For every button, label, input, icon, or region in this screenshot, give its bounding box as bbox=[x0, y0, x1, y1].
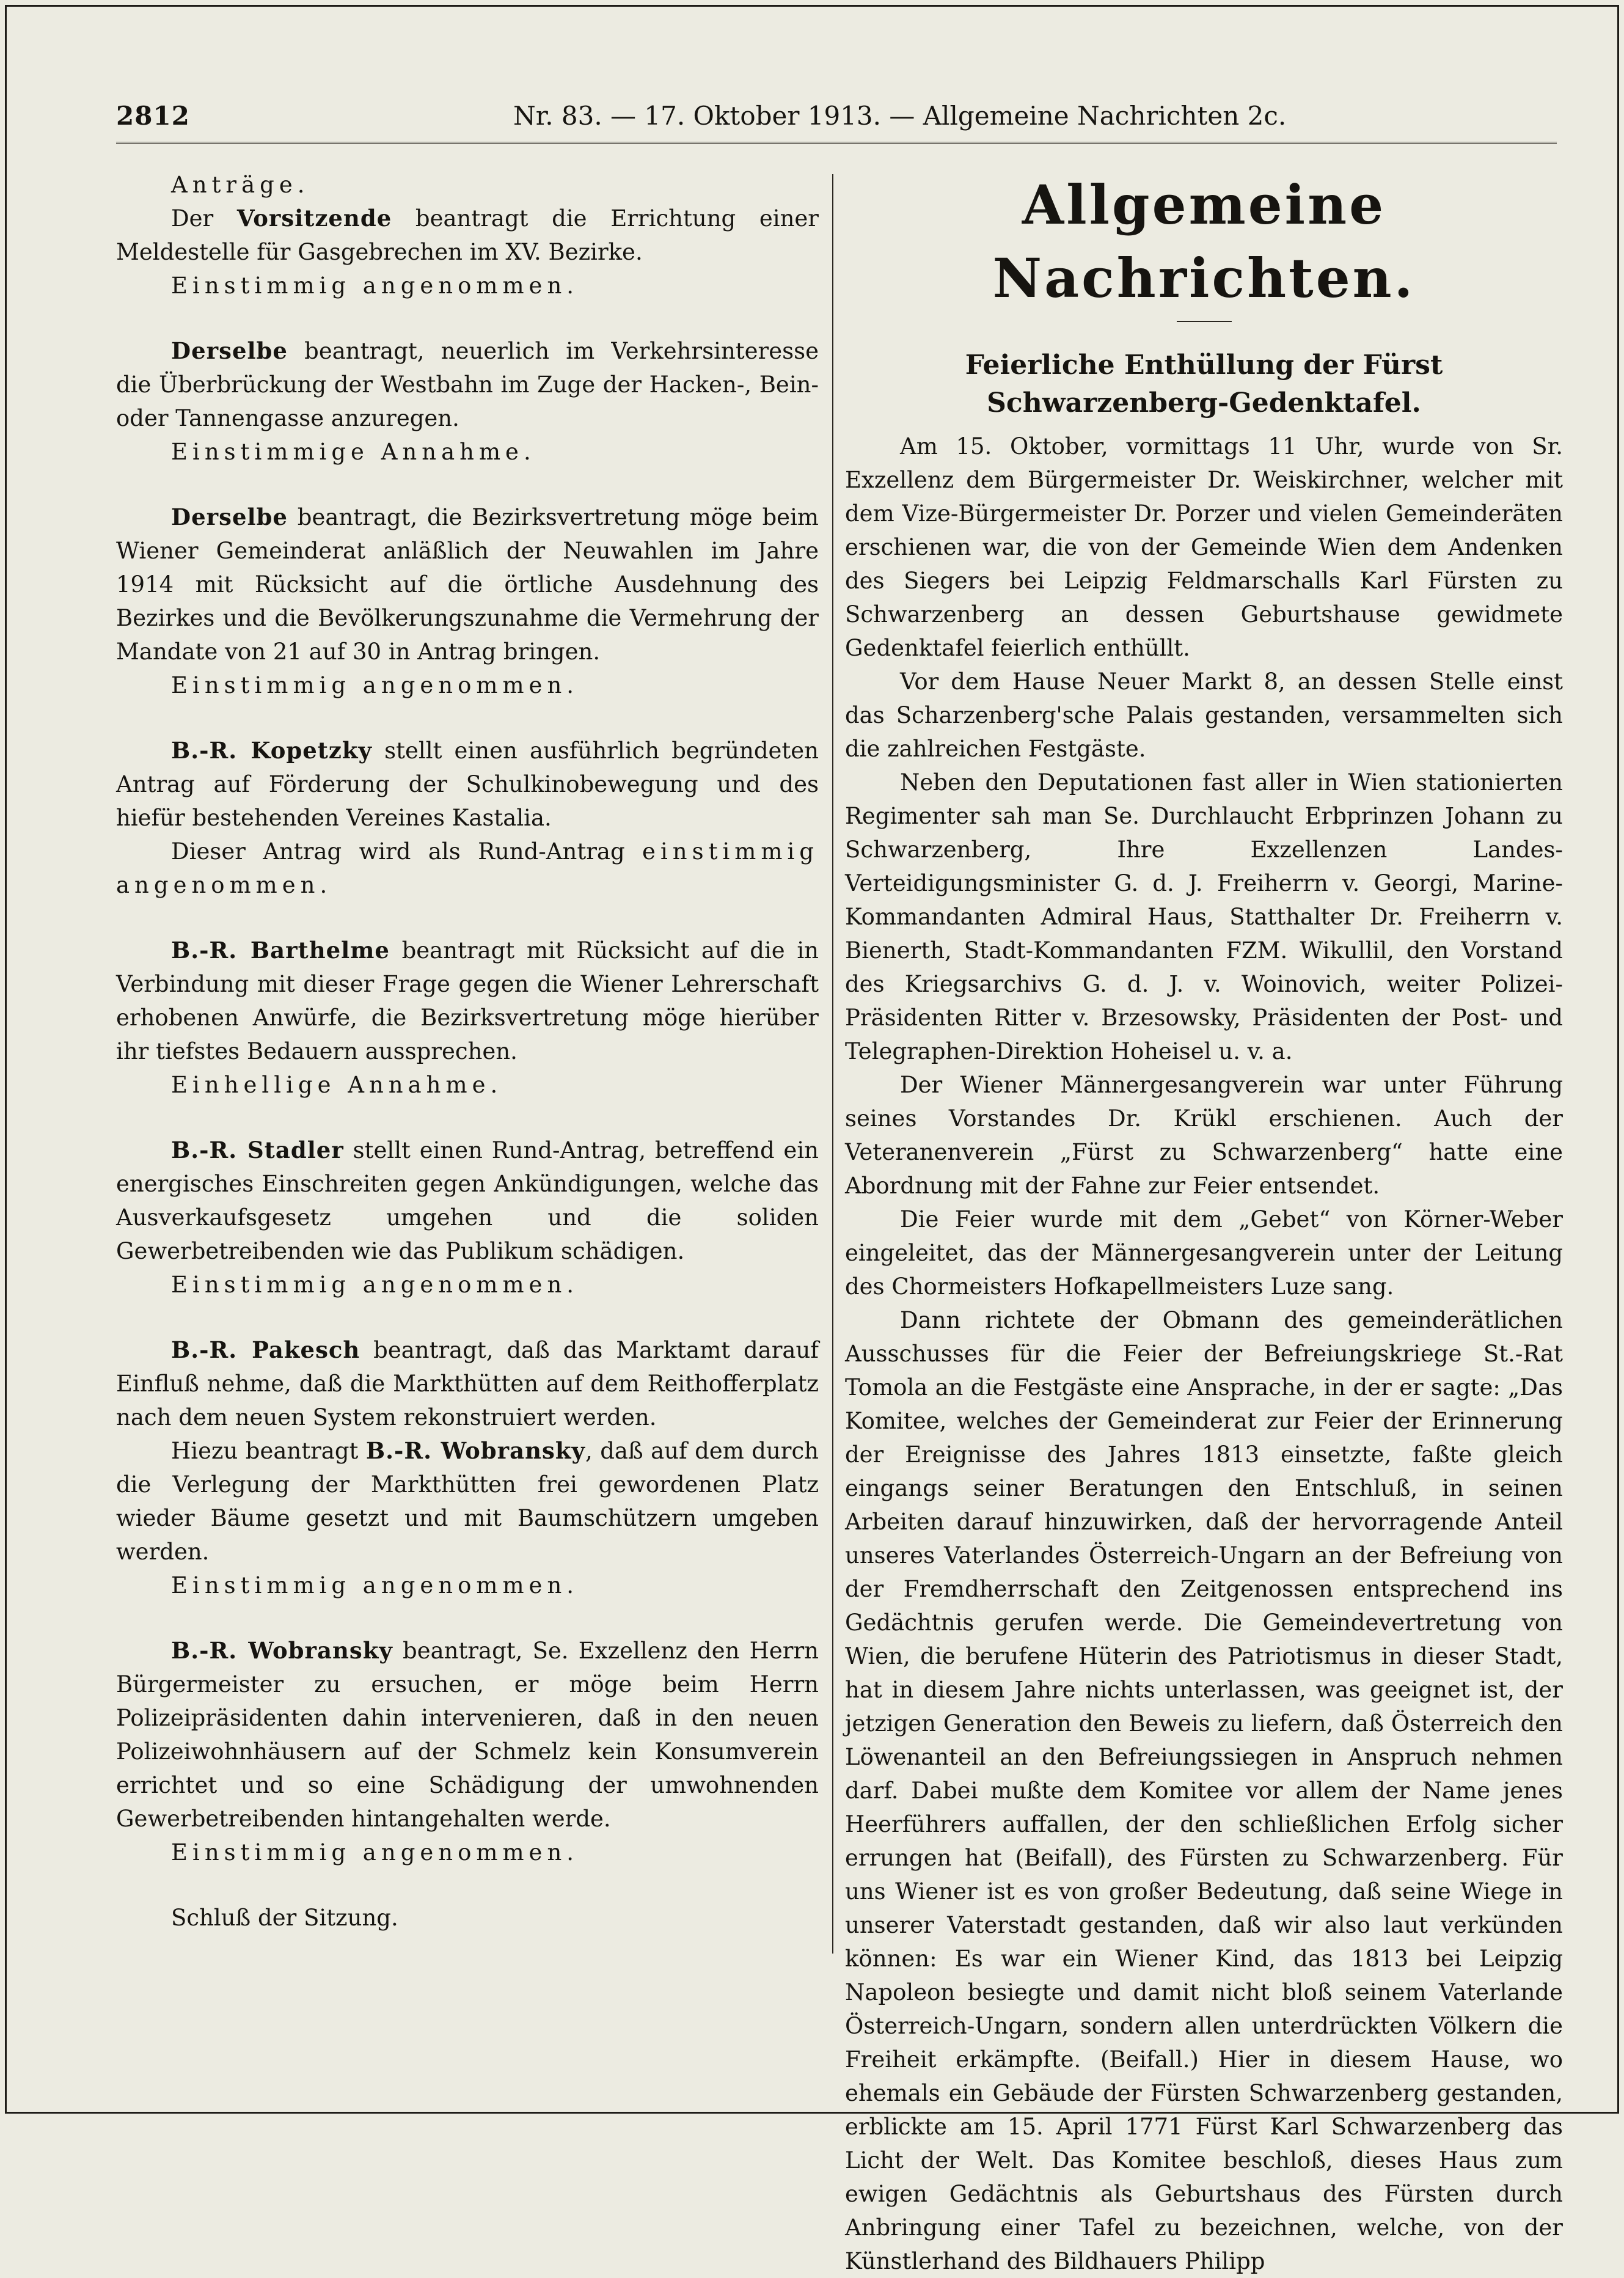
motion-4-decision-text: Dieser Antrag wird als Rund-Antrag bbox=[171, 838, 643, 865]
motion-7-addendum-lead: Hiezu beantragt bbox=[171, 1438, 366, 1464]
motion-6 bbox=[116, 1134, 819, 1268]
header-rule bbox=[116, 142, 1557, 144]
motion-7 bbox=[116, 1333, 819, 1434]
motion-7-result: Einstimmig angenommen. bbox=[171, 1572, 579, 1599]
motion-6-speaker: B.-R. Stadler bbox=[171, 1137, 344, 1163]
motion-2-speaker: Derselbe bbox=[171, 337, 288, 364]
motion-4-decision bbox=[116, 835, 819, 902]
motion-1-result: Einstimmig angenommen. bbox=[171, 273, 579, 299]
section-rule bbox=[1177, 321, 1232, 322]
motion-3 bbox=[116, 500, 819, 668]
motion-8-speaker: B.-R. Wobransky bbox=[171, 1637, 393, 1664]
motion-4-text: stellt einen ausführlich begründeten Antrag auf Förderung der Schulkinobewegung und des hiefür bestehenden Vereines Kastalia. bbox=[116, 738, 819, 831]
motion-3-result: Einstimmig angenommen. bbox=[171, 672, 579, 698]
page-number: 2812 bbox=[116, 101, 190, 131]
motion-7-addendum-text: , daß auf dem durch die Verlegung der Markthütten frei gewordenen Platz wieder Bäume gesetzt und mit Baumschützern umgeben werden. bbox=[116, 1438, 819, 1565]
motion-8-text: beantragt, Se. Exzellenz den Herrn Bürgermeister zu ersuchen, er möge beim Herrn Polizeipräsidenten dahin intervenieren, daß in den neuen Polizeiwohnhäusern auf der Schmelz kein Konsumverein errichtet und so eine Schädigung der umwohnenden Gewerbetreibenden hintangehalten werde. bbox=[116, 1638, 819, 1832]
article-paragraph: Neben den Deputationen fast aller in Wien stationierten Regimenter sah man Se. Durchlaucht Erbprinzen Johann zu Schwarzenberg, Ihre Exzellenzen Landes-Verteidigungsminister G. d. J. Freiherrn v. Georgi, Marine-Kommandanten Admiral Haus, Statthalter Dr. Freiherrn v. Bienerth, Stadt-Kommandanten FZM. Wikullil, den Vorstand des Kriegsarchivs G. d. J. v. Woinovich, weiter Polizei-Präsidenten Ritter v. Brzesowsky, Präsidenten der Post- und Telegraphen-Direktion Hoheisel u. v. a. bbox=[845, 769, 1563, 1064]
motion-1-lead: Der bbox=[171, 205, 237, 232]
article-title: Feierliche Enthüllung der Fürst Schwarzenberg-Gedenktafel. bbox=[965, 350, 1443, 419]
motion-2 bbox=[116, 334, 819, 435]
motion-2-result: Einstimmige Annahme. bbox=[171, 439, 536, 465]
article-paragraph: Die Feier wurde mit dem „Gebet“ von Körner-Weber eingeleitet, das der Männergesangverein unter der Leitung des Chormeisters Hofkapellmeisters Luze sang. bbox=[845, 1206, 1563, 1300]
right-column bbox=[845, 168, 1563, 2278]
article-paragraph: Am 15. Oktober, vormittags 11 Uhr, wurde von Sr. Exzellenz dem Bürgermeister Dr. Weiskirchner, welcher mit dem Vize-Bürgermeister Dr. Porzer und vielen Gemeinderäten erschienen war, die von der Gemeinde Wien dem Andenken des Siegers bei Leipzig Feldmarschalls Karl Fürsten zu Schwarzenberg an dessen Geburtshause gewidmete Gedenktafel feierlich enthüllt. bbox=[845, 433, 1563, 661]
antraege-heading: Anträge. bbox=[171, 172, 310, 198]
motion-7-speaker: B.-R. Pakesch bbox=[171, 1336, 360, 1363]
motion-5-speaker: B.-R. Barthelme bbox=[171, 937, 390, 964]
motion-8-result: Einstimmig angenommen. bbox=[171, 1839, 579, 1866]
article-paragraph: Vor dem Hause Neuer Markt 8, an dessen Stelle einst das Scharzenberg'sche Palais gestanden, versammelten sich die zahlreichen Festgäste. bbox=[845, 668, 1563, 762]
motion-4 bbox=[116, 734, 819, 835]
motion-3-text: beantragt, die Bezirksvertretung möge beim Wiener Gemeinderat anläßlich der Neuwahlen im Jahre 1914 mit Rücksicht auf die örtliche Ausdehnung des Bezirkes und die Bevölkerungszunahme die Vermehrung der Mandate von 21 auf 30 in Antrag bringen. bbox=[116, 504, 819, 665]
article-paragraph: Der Wiener Männergesangverein war unter Führung seines Vorstandes Dr. Krükl erschienen. Auch der Veteranenverein „Fürst zu Schwarzenberg“ hatte eine Abordnung mit der Fahne zur Feier entsendet. bbox=[845, 1072, 1563, 1199]
running-head: Nr. 83. — 17. Oktober 1913. — Allgemeine Nachrichten 2c. bbox=[513, 101, 1287, 131]
motion-5-text: beantragt mit Rücksicht auf die in Verbindung mit dieser Frage gegen die Wiener Lehrerschaft erhobenen Anwürfe, die Bezirksvertretung möge hierüber ihr tiefstes Bedauern aussprechen. bbox=[116, 937, 819, 1064]
motion-1 bbox=[116, 202, 819, 269]
motion-3-speaker: Derselbe bbox=[171, 504, 288, 530]
motion-1-speaker: Vorsitzende bbox=[236, 205, 392, 232]
motion-4-speaker: B.-R. Kopetzky bbox=[171, 737, 373, 764]
motion-8 bbox=[116, 1634, 819, 1836]
motion-7-addendum bbox=[116, 1434, 819, 1569]
motion-4-result: einstimmig angenommen. bbox=[116, 838, 819, 898]
motion-7-addendum-speaker: B.-R. Wobransky bbox=[365, 1437, 585, 1464]
column-divider bbox=[832, 174, 833, 1954]
article-paragraph: Dann richtete der Obmann des gemeinderätlichen Ausschusses für die Feier der Befreiungskriege St.-Rat Tomola an die Festgäste eine Ansprache, in der er sagte: „Das Komitee, welches der Gemeinderat zur Feier der Erinnerung der Ereignisse des Jahres 1813 einsetzte, faßte gleich eingangs seiner Beratungen den Entschluß, in seinen Arbeiten darauf hinzuwirken, daß der hervorragende Anteil unseres Vaterlandes Österreich-Ungarn an der Befreiung von der Fremdherrschaft den Zeitgenossen entsprechend ins Gedächtnis gerufen werde. Die Gemeindevertretung von Wien, die berufene Hüterin des Patriotismus in dieser Stadt, hat in diesem Jahre nichts unterlassen, was geeignet ist, der jetzigen Generation den Beweis zu liefern, daß Österreich den Löwenanteil an den Befreiungssiegen in Anspruch nehmen darf. Dabei mußte dem Komitee vor allem der Name jenes Heerführers auffallen, der den schließlichen Erfolg sicher errungen hat (Beifall), des Fürsten zu Schwarzenberg. Für uns Wiener ist es von großer Bedeutung, daß seine Wiege in unserer Vaterstadt gestanden, daß wir also laut verkünden können: Es war ein Wiener Kind, das 1813 bei Leipzig Napoleon besiegte und damit nicht bloß seinem Vaterlande Österreich-Ungarn, sondern allen unterdrückten Völkern die Freiheit erkämpfte. (Beifall.) Hier in diesem Hause, wo ehemals ein Gebäude der Fürsten Schwarzenberg gestanden, erblickte am 15. April 1771 Fürst Karl Schwarzenberg das Licht der Welt. Das Komitee beschloß, dieses Haus zum ewigen Gedächtnis als Geburtshaus des Fürsten durch Anbringung einer Tafel zu bezeichnen, welche, von der Künstlerhand des Bildhauers Philipp bbox=[845, 1307, 1563, 2274]
motion-5-result: Einhellige Annahme. bbox=[171, 1072, 503, 1098]
motion-1-text: beantragt die Errichtung einer Meldestelle für Gasgebrechen im XV. Bezirke. bbox=[116, 205, 819, 265]
section-title: Allgemeine Nachrichten. bbox=[992, 173, 1416, 310]
motion-7-text: beantragt, daß das Marktamt darauf Einfluß nehme, daß die Markthütten auf dem Reithofferplatz nach dem neuen System rekonstruiert werden. bbox=[116, 1337, 819, 1430]
motion-2-text: beantragt, neuerlich im Verkehrsinteresse die Überbrückung der Westbahn im Zuge der Hacken-, Bein- oder Tannengasse anzuregen. bbox=[116, 338, 819, 431]
left-column bbox=[116, 168, 819, 1935]
motion-5 bbox=[116, 934, 819, 1068]
closing-line: Schluß der Sitzung. bbox=[171, 1905, 398, 1931]
motion-6-text: stellt einen Rund-Antrag, betreffend ein energisches Einschreiten gegen Ankündigungen, welche das Ausverkaufsgesetz umgehen und die soliden Gewerbetreibenden wie das Publikum schädigen. bbox=[116, 1137, 819, 1264]
motion-6-result: Einstimmig angenommen. bbox=[171, 1272, 579, 1298]
